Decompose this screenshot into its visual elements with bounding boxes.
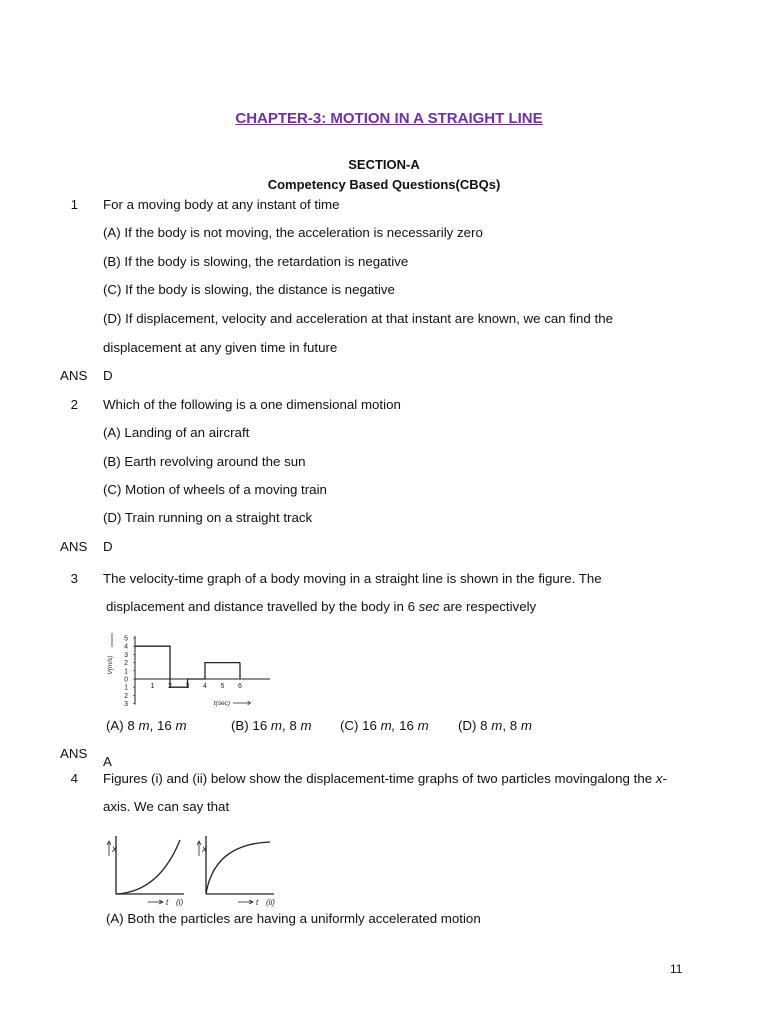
graph-label: (i) bbox=[176, 898, 184, 907]
y-tick-label: 4 bbox=[124, 643, 128, 651]
y-tick-label: 2 bbox=[124, 660, 128, 668]
option-a: (A) If the body is not moving, the acceleration is necessarily zero bbox=[103, 225, 483, 240]
y-tick-label: 2 bbox=[124, 692, 128, 700]
velocity-time-graph bbox=[104, 622, 279, 712]
page-number: 11 bbox=[670, 962, 683, 976]
y-tick-label: 3 bbox=[124, 701, 128, 709]
section-heading: SECTION-A bbox=[348, 157, 420, 172]
question-text-line1: Figures (i) and (ii) below show the displacement-time graphs of two particles movingalong the x- bbox=[103, 771, 667, 786]
question-text-line1: The velocity-time graph of a body moving in a straight line is shown in the figure. The bbox=[103, 571, 602, 586]
x-tick-label: 6 bbox=[238, 683, 242, 690]
option-a: (A) Both the particles are having a uniformly accelerated motion bbox=[106, 911, 481, 926]
y-tick-label: 1 bbox=[124, 684, 128, 692]
option-b: (B) If the body is slowing, the retardation is negative bbox=[103, 254, 409, 269]
option-b: (B) Earth revolving around the sun bbox=[103, 454, 306, 469]
y-tick-label: 1 bbox=[124, 668, 128, 676]
subsection-heading: Competency Based Questions(CBQs) bbox=[267, 177, 501, 192]
displacement-time-graph-i bbox=[104, 830, 194, 908]
graph-label: (ii) bbox=[266, 898, 275, 907]
option-c: (C) 16 m, 16 m bbox=[340, 718, 429, 733]
x-tick-label: 5 bbox=[220, 683, 225, 690]
y-tick-label: 3 bbox=[124, 651, 128, 659]
answer-value: A bbox=[103, 754, 112, 769]
answer-label: ANS bbox=[60, 539, 88, 554]
y-axis-label: x bbox=[202, 844, 207, 855]
option-c: (C) If the body is slowing, the distance is negative bbox=[103, 282, 395, 297]
chapter-title: CHAPTER-3: MOTION IN A STRAIGHT LINE bbox=[235, 110, 543, 127]
x-tick-label: 4 bbox=[203, 683, 207, 690]
y-tick-label: 5 bbox=[124, 635, 128, 643]
option-a: (A) 8 m, 16 m bbox=[106, 718, 187, 733]
question-text: Which of the following is a one dimensional motion bbox=[103, 397, 401, 412]
x-tick-label: 3 bbox=[185, 683, 190, 690]
question-text-line2: displacement and distance travelled by the body in 6 sec are respectively bbox=[106, 599, 537, 614]
question-number: 4 bbox=[70, 771, 78, 786]
answer-label: ANS bbox=[60, 368, 88, 383]
y-tick-label: 0 bbox=[124, 676, 128, 684]
x-tick-label: 2 bbox=[168, 683, 172, 690]
t-axis-label: t bbox=[166, 898, 169, 907]
option-b: (B) 16 m, 8 m bbox=[231, 718, 312, 733]
question-number: 3 bbox=[70, 571, 78, 586]
option-d-continued: displacement at any given time in future bbox=[103, 340, 338, 355]
t-axis-label: t bbox=[256, 898, 259, 907]
option-a: (A) Landing of an aircraft bbox=[103, 425, 250, 440]
y-axis-label: V(m/s) bbox=[107, 655, 114, 675]
x-axis-label: t(sec) bbox=[213, 700, 230, 707]
option-c: (C) Motion of wheels of a moving train bbox=[103, 482, 327, 497]
question-number: 2 bbox=[70, 397, 78, 412]
answer-value: D bbox=[103, 539, 113, 554]
option-d: (D) 8 m, 8 m bbox=[458, 718, 532, 733]
displacement-time-graph-ii bbox=[194, 830, 284, 908]
answer-value: D bbox=[103, 368, 113, 383]
option-d: (D) Train running on a straight track bbox=[103, 510, 313, 525]
question-text: For a moving body at any instant of time bbox=[103, 197, 340, 212]
x-tick-label: 1 bbox=[150, 683, 155, 690]
question-text-line2: axis. We can say that bbox=[103, 799, 230, 814]
answer-label: ANS bbox=[60, 746, 88, 761]
option-d: (D) If displacement, velocity and acceleration at that instant are known, we can find the bbox=[103, 311, 613, 326]
question-number: 1 bbox=[70, 197, 78, 212]
y-axis-label: x bbox=[112, 844, 117, 855]
